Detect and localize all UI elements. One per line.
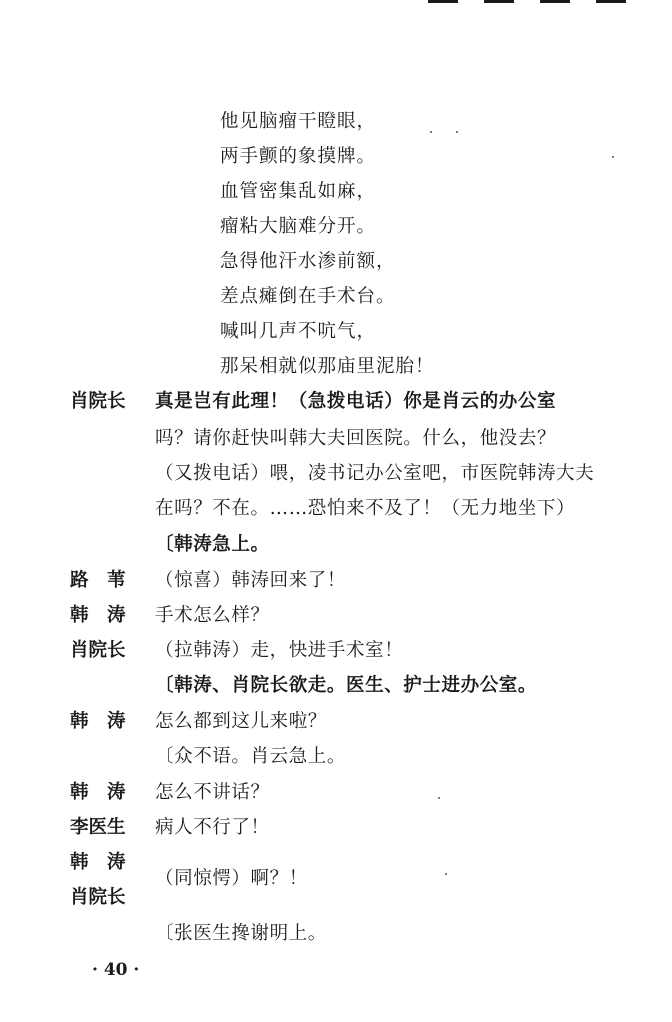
speaker-name: 肖院长 <box>70 391 126 412</box>
speaker-name: 韩 涛 <box>70 852 126 873</box>
verse-line: 差点瘫倒在手术台。 <box>220 286 396 307</box>
dialogue-line: 在吗？不在。……恐怕来不及了！（无力地坐下） <box>155 498 576 519</box>
speaker-name: 肖院长 <box>70 887 126 908</box>
print-speck <box>612 156 614 158</box>
dialogue-line: （又拨电话）喂，凌书记办公室吧，市医院韩涛大夫 <box>155 463 595 484</box>
dialogue-line: （惊喜）韩涛回来了！ <box>155 570 347 591</box>
dialogue-line: 病人不行了！ <box>155 817 270 838</box>
verse-line: 急得他汗水渗前额， <box>220 251 396 272</box>
header-rule <box>596 0 626 3</box>
speaker-name: 李医生 <box>70 817 126 838</box>
header-rule <box>540 0 570 3</box>
stage-direction: 〔众不语。肖云急上。 <box>155 746 347 767</box>
header-rule <box>484 0 514 3</box>
print-speck <box>438 797 440 799</box>
verse-line: 他见脑瘤干瞪眼， <box>220 111 377 132</box>
verse-line: 血管密集乱如麻， <box>220 181 377 202</box>
dialogue-line: （同惊愕）啊？！ <box>155 868 308 889</box>
dialogue-line: 手术怎么样？ <box>155 605 270 626</box>
page-number: · 40 · <box>92 960 140 980</box>
dialogue-line: 吗？请你赶快叫韩大夫回医院。什么，他没去？ <box>155 428 557 449</box>
dialogue-line: （拉韩涛）走，快进手术室！ <box>155 640 404 661</box>
dialogue-line: 怎么都到这儿来啦？ <box>155 711 327 732</box>
verse-line: 瘤粘大脑难分开。 <box>220 216 377 237</box>
stage-direction: 〔韩涛、肖院长欲走。医生、护士进办公室。 <box>155 675 538 696</box>
print-speck <box>456 131 458 133</box>
stage-direction: 〔韩涛急上。 <box>155 534 270 555</box>
speaker-name: 韩 涛 <box>70 711 126 732</box>
print-speck <box>445 873 447 875</box>
dialogue-line: 真是岂有此理！（急拨电话）你是肖云的办公室 <box>155 391 557 412</box>
verse-line: 两手颤的象摸牌。 <box>220 146 377 167</box>
stage-direction: 〔张医生搀谢明上。 <box>155 923 327 944</box>
print-speck <box>430 131 432 133</box>
verse-line: 喊叫几声不吭气， <box>220 321 377 342</box>
speaker-name: 韩 涛 <box>70 782 126 803</box>
speaker-name: 路 苇 <box>70 570 126 591</box>
header-rule <box>428 0 458 3</box>
dialogue-line: 怎么不讲话？ <box>155 782 270 803</box>
verse-line: 那呆相就似那庙里泥胎！ <box>220 356 435 377</box>
speaker-name: 肖院长 <box>70 640 126 661</box>
speaker-name: 韩 涛 <box>70 605 126 626</box>
